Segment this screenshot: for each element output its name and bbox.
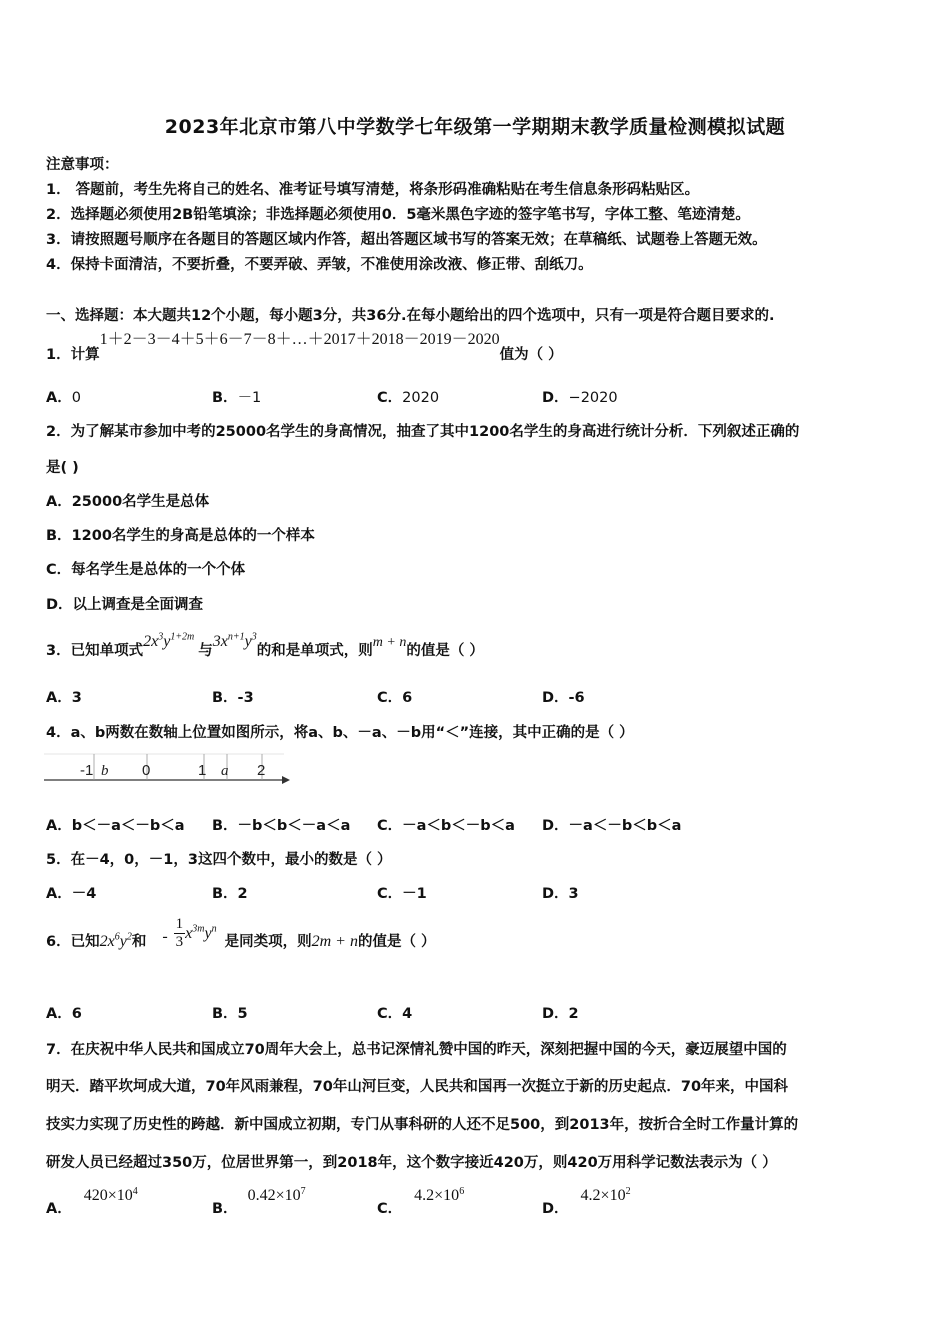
q6-m2-exp-x: 3m xyxy=(192,923,205,935)
axis-label-b: b xyxy=(101,763,109,779)
notice-item-1: 1． 答题前，考生先将自己的姓名、准考证号填写清楚，将条形码准确粘贴在考生信息条形码粘贴区。 xyxy=(46,182,700,198)
q1-option-c[interactable] xyxy=(377,386,439,407)
q2-option-a[interactable]: A．25000名学生是总体 xyxy=(46,494,210,510)
q2-option-c[interactable]: C．每名学生是总体的一个个体 xyxy=(46,562,246,578)
question-6 xyxy=(46,916,436,951)
notice-item-4: 4．保持卡面清洁，不要折叠，不要弄破、弄皱，不准使用涂改液、修正带、刮纸刀。 xyxy=(46,257,593,273)
q1-option-b-label: B． xyxy=(212,390,238,406)
q7-option-d-exp: 2 xyxy=(625,1186,631,1198)
question-3 xyxy=(46,630,484,659)
number-line-figure xyxy=(44,750,294,784)
notice-item-2: 2．选择题必须使用2B铅笔填涂；非选择题必须使用0．5毫米黑色字迹的签字笔书写，字体工整、笔迹清楚。 xyxy=(46,207,750,223)
q1-option-a[interactable] xyxy=(46,386,81,407)
q7-option-a-label: A． xyxy=(46,1201,72,1217)
q5-option-d[interactable]: D．3 xyxy=(542,886,579,902)
q1-option-d-label: D． xyxy=(542,390,569,406)
number-line-arrow xyxy=(282,776,290,784)
q1-option-c-value: 2020 xyxy=(402,390,440,406)
q6-fraction xyxy=(174,916,186,951)
q1-option-c-label: C． xyxy=(377,390,403,406)
q1-option-b-value: －1 xyxy=(237,390,262,406)
q6-prefix: 6．已知 xyxy=(46,933,100,950)
q6-option-a[interactable]: A．6 xyxy=(46,1006,82,1022)
q6-fraction-numerator: 1 xyxy=(175,916,184,932)
q1-option-a-label: A． xyxy=(46,390,72,406)
q7-option-c-base: 4.2×10 xyxy=(414,1187,460,1204)
q7-option-d-base: 4.2×10 xyxy=(580,1187,626,1204)
q2-line-1: 2．为了解某市参加中考的25000名学生的身高情况，抽查了其中1200名学生的身高进行统计分析．下列叙述正确的 xyxy=(46,424,800,440)
q3-option-d[interactable]: D．-6 xyxy=(542,690,585,706)
q7-option-b[interactable] xyxy=(212,1184,306,1217)
q6-mid-2: 是同类项，则 xyxy=(224,933,312,950)
q6-mid: 和 xyxy=(131,933,147,950)
exam-title: 2023年北京市第八中学数学七年级第一学期期末教学质量检测模拟试题 xyxy=(164,116,786,138)
q7-option-a[interactable] xyxy=(46,1184,138,1217)
q3-mid: 与 xyxy=(198,643,213,659)
q3-m1-base: 2x xyxy=(143,633,159,650)
q3-prefix: 3．已知单项式 xyxy=(46,643,144,659)
q3-mid-2: 的和是单项式，则 xyxy=(256,643,373,659)
q3-m2-exp-y: 3 xyxy=(251,631,257,643)
q4-option-d[interactable]: D．－a＜－b＜b＜a xyxy=(542,818,682,834)
q6-m2-base: x xyxy=(185,924,193,942)
q2-line-2: 是( ) xyxy=(46,460,79,476)
notice-heading: 注意事项： xyxy=(46,157,119,173)
q6-m1-base: 2x xyxy=(99,932,115,950)
q5-option-c[interactable]: C．－1 xyxy=(377,886,427,902)
q5-option-a[interactable]: A．－4 xyxy=(46,886,97,902)
q5-option-b[interactable]: B．2 xyxy=(212,886,248,902)
axis-label-minus-1: -1 xyxy=(80,762,94,779)
q7-option-b-label: B． xyxy=(212,1201,238,1217)
q3-option-c[interactable]: C．6 xyxy=(377,690,413,706)
q4-text: 4．a、b两数在数轴上位置如图所示，将a、b、－a、－b用“＜”连接，其中正确的是（ ） xyxy=(46,725,634,741)
q5-text: 5．在－4，0，－1，3这四个数中，最小的数是（ ） xyxy=(46,852,392,868)
q3-suffix: 的值是（ ） xyxy=(406,643,484,659)
q6-option-b[interactable]: B．5 xyxy=(212,1006,248,1022)
q1-prefix: 1．计算 xyxy=(46,347,100,363)
q6-m2-exp-y: n xyxy=(211,923,217,935)
q1-expression: 1＋2－3－4＋5＋6－7－8＋…＋2017＋2018－2019－2020 xyxy=(99,331,500,348)
q4-option-b[interactable]: B．－b＜b＜－a＜a xyxy=(212,818,351,834)
q6-m1-exp-y: 2 xyxy=(126,931,132,943)
q2-option-d[interactable]: D．以上调查是全面调查 xyxy=(46,597,204,613)
section-heading: 一、选择题：本大题共12个小题，每小题3分，共36分.在每小题给出的四个选项中，只有一项是符合题目要求的. xyxy=(46,308,775,324)
q7-option-a-base: 420×10 xyxy=(83,1187,133,1204)
q3-monomial-1 xyxy=(143,633,194,650)
q6-monomial-2 xyxy=(185,925,216,942)
q1-option-d-value: −2020 xyxy=(568,390,618,406)
q7-line-2: 明天．踏平坎坷成大道，70年风雨兼程，70年山河巨变，人民共和国再一次挺立于新的历史起点．70年来，中国科 xyxy=(46,1079,789,1095)
q3-m1-exp-y: 1+2m xyxy=(170,631,195,643)
q3-m1-y: y xyxy=(163,633,171,650)
axis-label-0: 0 xyxy=(142,762,151,779)
q3-m2-y: y xyxy=(244,633,252,650)
q4-option-c[interactable]: C．－a＜b＜－b＜a xyxy=(377,818,515,834)
q7-line-1: 7．在庆祝中华人民共和国成立70周年大会上，总书记深情礼赞中国的昨天，深刻把握中国的今天，豪迈展望中国的 xyxy=(46,1042,787,1058)
q7-option-c-exp: 6 xyxy=(459,1186,465,1198)
q6-m2-y: y xyxy=(204,924,212,942)
q1-option-b[interactable] xyxy=(212,386,261,407)
q6-m1-exp-x: 6 xyxy=(114,931,120,943)
axis-label-1: 1 xyxy=(198,762,207,779)
q6-sign: - xyxy=(162,927,168,945)
q6-monomial-1 xyxy=(100,933,132,950)
q3-m2-exp-x: n+1 xyxy=(227,631,245,643)
question-1 xyxy=(46,328,563,363)
q7-option-c-label: C． xyxy=(377,1201,403,1217)
q7-line-4: 研发人员已经超过350万，位居世界第一，到2018年，这个数字接近420万，则420万用科学记数法表示为（ ） xyxy=(46,1155,777,1171)
q7-option-c[interactable] xyxy=(377,1184,465,1217)
q7-option-b-base: 0.42×10 xyxy=(247,1187,301,1204)
q1-option-a-value: 0 xyxy=(71,390,81,406)
q1-option-d[interactable] xyxy=(542,386,618,407)
q7-option-b-exp: 7 xyxy=(300,1186,306,1198)
q6-option-d[interactable]: D．2 xyxy=(542,1006,579,1022)
q3-monomial-2 xyxy=(213,633,257,650)
q7-line-3: 技实力实现了历史性的跨越．新中国成立初期，专门从事科研的人还不足500，到2013年，按折合全时工作量计算的 xyxy=(46,1117,799,1133)
q7-option-d-label: D． xyxy=(542,1201,569,1217)
q6-m1-y: y xyxy=(119,932,127,950)
q3-m2-base: 3x xyxy=(212,633,228,650)
notice-item-3: 3．请按照题号顺序在各题目的答题区域内作答，超出答题区域书写的答案无效；在草稿纸、试题卷上答题无效。 xyxy=(46,232,767,248)
q6-option-c[interactable]: C．4 xyxy=(377,1006,413,1022)
q3-m1-exp-x: 3 xyxy=(158,631,164,643)
q3-option-b[interactable]: B．-3 xyxy=(212,690,254,706)
q6-fraction-denominator: 3 xyxy=(175,934,184,950)
q7-option-a-exp: 4 xyxy=(132,1186,138,1198)
q3-expression: m + n xyxy=(372,635,407,650)
q4-option-a[interactable]: A．b＜－a＜－b＜a xyxy=(46,818,185,834)
axis-label-a: a xyxy=(221,763,229,779)
q6-expression: 2m + n xyxy=(311,932,358,950)
q2-option-b[interactable]: B．1200名学生的身高是总体的一个样本 xyxy=(46,528,315,544)
q1-suffix: 值为（ ） xyxy=(499,347,563,363)
q6-suffix: 的值是（ ） xyxy=(357,933,436,950)
q3-option-a[interactable]: A．3 xyxy=(46,690,82,706)
axis-label-2: 2 xyxy=(257,762,266,779)
q7-option-d[interactable] xyxy=(542,1184,631,1217)
